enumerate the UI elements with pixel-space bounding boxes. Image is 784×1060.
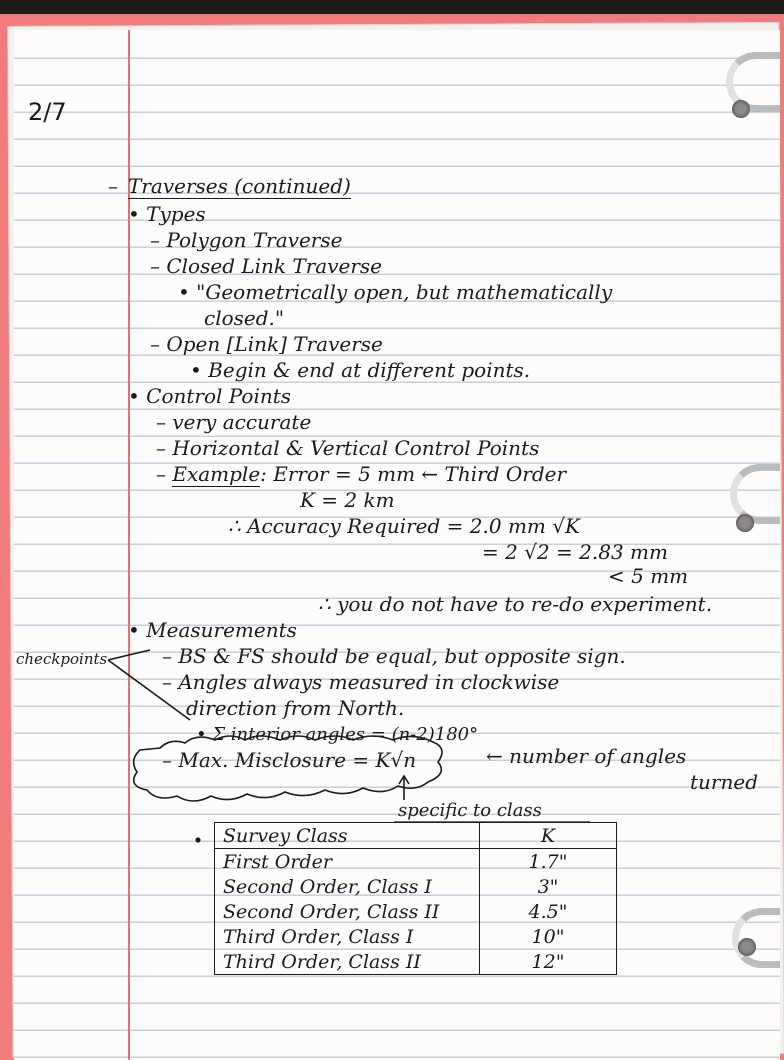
row-class: Third Order, Class I xyxy=(215,924,480,949)
line-very-accurate: – very accurate xyxy=(156,410,312,434)
title-dash: – xyxy=(108,174,118,198)
line-types: • Types xyxy=(128,202,206,226)
checkpoints-annotation: checkpoints xyxy=(16,650,108,668)
line-angles-1: – Angles always measured in clockwise xyxy=(162,670,560,694)
line-control-points: • Control Points xyxy=(128,384,292,408)
line-k-value: K = 2 km xyxy=(300,488,395,512)
row-class: Second Order, Class II xyxy=(215,899,480,924)
row-class: Second Order, Class I xyxy=(215,874,480,899)
example-label: Example xyxy=(172,462,261,486)
table-row xyxy=(215,899,617,924)
header-k: K xyxy=(480,823,617,849)
table-row xyxy=(215,849,617,875)
line-geo-open-1: • "Geometrically open, but mathematically xyxy=(178,280,613,304)
line-accuracy-2: = 2 √2 = 2.83 mm xyxy=(482,540,668,564)
cloud-outline xyxy=(134,736,442,801)
line-conclusion: ∴ you do not have to re-do experiment. xyxy=(318,592,713,616)
line-interior: • Σ interior angles = (n-2)180° xyxy=(196,724,479,745)
line-horiz-vert: – Horizontal & Vertical Control Points xyxy=(156,436,540,460)
checkpoint-bracket xyxy=(108,650,190,720)
header-survey-class: Survey Class xyxy=(215,823,480,849)
row-k: 1.7" xyxy=(480,849,617,875)
line-accuracy-3: < 5 mm xyxy=(608,564,689,588)
line-num-angles-1: ← number of angles xyxy=(486,744,687,768)
row-k: 10" xyxy=(480,924,617,949)
line-accuracy: ∴ Accuracy Required = 2.0 mm √K xyxy=(228,514,580,538)
survey-class-table xyxy=(214,822,617,975)
line-closed-link: – Closed Link Traverse xyxy=(150,254,383,278)
row-class: Third Order, Class II xyxy=(215,949,480,975)
line-measurements: • Measurements xyxy=(128,618,297,642)
row-k: 4.5" xyxy=(480,899,617,924)
line-example: – Example: Error = 5 mm ← Third Order xyxy=(156,462,567,486)
page-title: Traverses (continued) xyxy=(128,174,351,198)
line-open-link: – Open [Link] Traverse xyxy=(150,332,383,356)
line-begin-end: • Begin & end at different points. xyxy=(190,358,531,382)
line-num-angles-2: turned xyxy=(690,770,758,794)
line-angles-2: direction from North. xyxy=(186,696,405,720)
row-class: First Order xyxy=(215,849,480,875)
example-rest: : Error = 5 mm ← Third Order xyxy=(260,462,567,486)
date: 2/7 xyxy=(28,98,67,126)
table-row xyxy=(215,949,617,975)
table-row xyxy=(215,874,617,899)
row-k: 12" xyxy=(480,949,617,975)
table-row xyxy=(215,924,617,949)
table-bullet xyxy=(195,837,200,842)
table-header-row xyxy=(215,823,617,849)
line-specific-to-class: specific to class xyxy=(398,800,542,821)
row-k: 3" xyxy=(480,874,617,899)
line-polygon: – Polygon Traverse xyxy=(150,228,343,252)
line-max-misclosure: – Max. Misclosure = K√n xyxy=(162,748,417,772)
line-geo-open-2: closed." xyxy=(204,306,285,330)
line-bs-fs: – BS & FS should be equal, but opposite sign. xyxy=(162,644,626,668)
